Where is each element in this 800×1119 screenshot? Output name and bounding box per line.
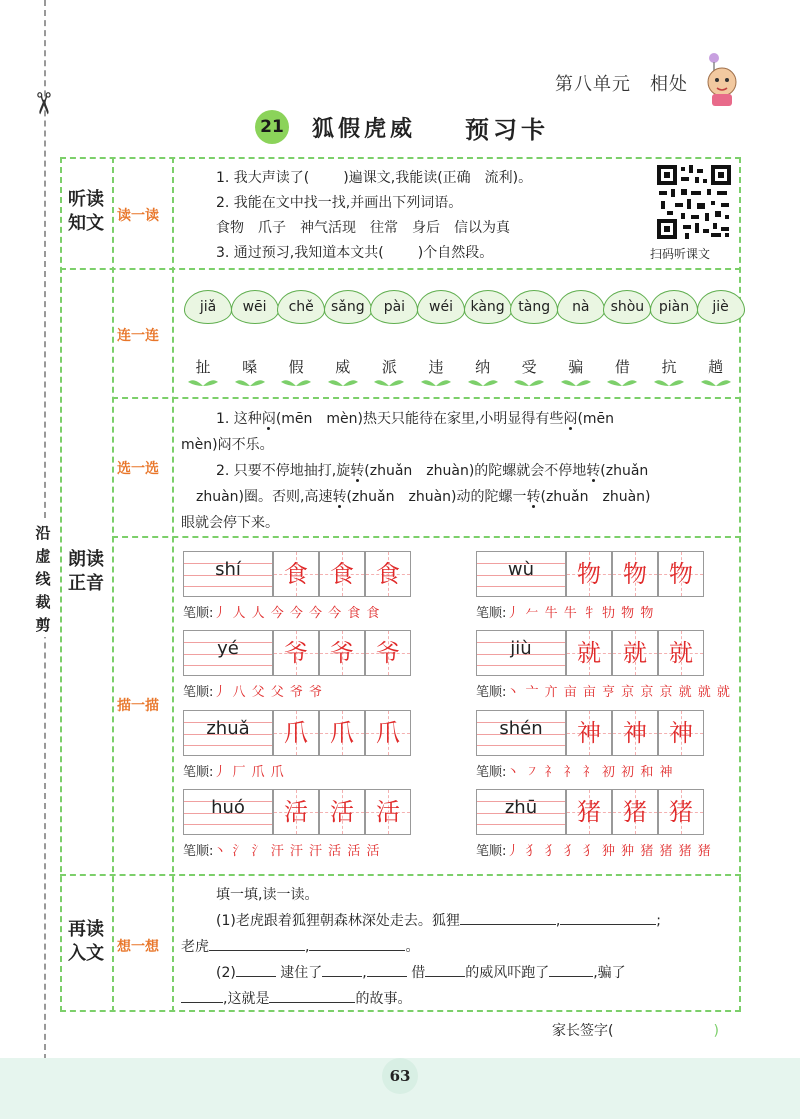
hanzi-char[interactable]: 违 <box>428 358 444 376</box>
trace-char: 就 <box>623 639 647 667</box>
pinyin-leaf[interactable]: jiǎ <box>184 290 232 324</box>
trace-char: 食 <box>376 560 400 588</box>
choose-q2-end: 眼就会停下来。 <box>181 515 279 531</box>
pinyin-box <box>183 551 273 597</box>
sprout-icon <box>326 377 360 387</box>
stroke-order-label: 笔顺: <box>476 606 507 621</box>
column-divider <box>172 157 174 1012</box>
trace-char: 爷 <box>284 639 308 667</box>
row-divider <box>60 268 741 270</box>
trace-char: 爷 <box>376 639 400 667</box>
row-divider <box>112 536 741 538</box>
hanzi-char[interactable]: 扯 <box>195 358 211 376</box>
stroke-order-label: 笔顺: <box>476 765 507 780</box>
pinyin-text: huó <box>211 797 245 818</box>
tian-grid-cell[interactable] <box>319 789 365 835</box>
pinyin-box <box>476 630 566 676</box>
stroke-order <box>183 840 380 859</box>
read-line-1: 1. 我大声读了( )遍课文,我能读(正确 流利)。 <box>216 170 533 186</box>
sprout-icon <box>512 377 546 387</box>
choose-q1-cont: mèn)闷不乐。 <box>181 437 274 453</box>
trace-char: 爪 <box>330 719 354 747</box>
section-label-reread: 再读入文 <box>68 919 104 964</box>
sprout-icon <box>279 377 313 387</box>
stroke-sequence: 丿 厂 爪 爪 <box>213 765 285 780</box>
scissors-icon: ✂ <box>25 90 61 117</box>
trace-char: 活 <box>376 798 400 826</box>
think-line-3: (2) 逮住了 , 借 的威风吓跑了 ,骗了 <box>216 962 626 984</box>
sprout-icon <box>559 377 593 387</box>
think-title: 填一填,读一读。 <box>216 887 319 903</box>
stroke-order <box>476 761 673 780</box>
pinyin-text: yé <box>217 638 239 659</box>
trace-char: 猪 <box>577 798 601 826</box>
tian-grid-cell[interactable] <box>658 710 704 756</box>
cut-instruction: 沿虚线裁剪 <box>30 522 56 637</box>
pinyin-text: zhū <box>504 797 538 818</box>
sprout-icon <box>652 377 686 387</box>
tian-grid-cell[interactable] <box>273 789 319 835</box>
sub-label-trace: 描一描 <box>117 698 159 714</box>
pinyin-box <box>476 551 566 597</box>
trace-char: 爷 <box>330 639 354 667</box>
tian-grid-cell[interactable] <box>612 630 658 676</box>
hanzi-char[interactable]: 受 <box>521 358 537 376</box>
row-divider <box>60 874 741 876</box>
pinyin-box <box>183 630 273 676</box>
trace-char: 就 <box>577 639 601 667</box>
tian-grid-cell[interactable] <box>612 551 658 597</box>
tian-grid-cell[interactable] <box>566 710 612 756</box>
stroke-order <box>183 602 380 621</box>
pinyin-leaf[interactable]: wéi <box>417 290 465 324</box>
section-label-pronounce: 朗读正音 <box>68 549 104 594</box>
tian-grid-cell[interactable] <box>566 551 612 597</box>
pinyin-box <box>476 789 566 835</box>
pinyin-text: shí <box>215 559 241 580</box>
stroke-order-label: 笔顺: <box>183 606 214 621</box>
unit-title: 第八单元 相处 <box>555 74 688 95</box>
qr-caption: 扫码听课文 <box>650 247 711 261</box>
pinyin-leaf[interactable]: tàng <box>510 290 558 324</box>
sprout-icon <box>466 377 500 387</box>
hanzi-char[interactable]: 嗓 <box>242 358 258 376</box>
tian-grid-cell[interactable] <box>566 630 612 676</box>
tian-grid-cell[interactable] <box>273 710 319 756</box>
sprout-icon <box>372 377 406 387</box>
tian-grid-cell[interactable] <box>319 630 365 676</box>
mascot-icon <box>700 50 742 110</box>
tian-grid-cell[interactable] <box>658 551 704 597</box>
trace-char: 活 <box>284 798 308 826</box>
think-line-2: 老虎 , 。 <box>181 936 419 958</box>
pinyin-text: shén <box>499 718 543 739</box>
stroke-sequence: 丶 亠 亣 亩 亩 亨 京 京 京 就 就 就 <box>506 685 731 700</box>
hanzi-char[interactable]: 假 <box>288 358 304 376</box>
trace-char: 物 <box>577 560 601 588</box>
sprout-icon <box>605 377 639 387</box>
pinyin-text: wù <box>507 559 535 580</box>
sub-label-connect: 连一连 <box>117 328 159 344</box>
stroke-order <box>183 681 323 700</box>
trace-char: 物 <box>623 560 647 588</box>
sprout-icon <box>233 377 267 387</box>
read-line-2: 2. 我能在文中找一找,并画出下列词语。 <box>216 195 463 211</box>
trace-char: 物 <box>669 560 693 588</box>
pinyin-leaf[interactable]: chě <box>277 290 325 324</box>
pinyin-leaf[interactable]: jiè <box>697 290 745 324</box>
tian-grid-cell[interactable] <box>365 551 411 597</box>
stroke-order <box>476 602 654 621</box>
tian-grid-cell[interactable] <box>319 551 365 597</box>
pinyin-text: jiù <box>510 638 532 659</box>
trace-char: 神 <box>623 719 647 747</box>
think-line-4: ,这就是 的故事。 <box>181 988 411 1010</box>
tian-grid-cell[interactable] <box>566 789 612 835</box>
stroke-sequence: 丿 𠂉 牛 牛 牜 牞 物 物 <box>506 606 655 621</box>
stroke-order <box>183 761 285 780</box>
sprout-icon <box>699 377 733 387</box>
pinyin-box <box>476 710 566 756</box>
tian-grid-cell[interactable] <box>365 630 411 676</box>
trace-char: 爪 <box>376 719 400 747</box>
tian-grid-cell[interactable] <box>319 710 365 756</box>
sub-label-think: 想一想 <box>117 939 159 955</box>
stroke-sequence: 丶 氵 氵 汗 汗 汗 活 活 活 <box>213 844 381 859</box>
page-number: 63 <box>382 1058 418 1094</box>
tian-grid-cell[interactable] <box>658 789 704 835</box>
trace-char: 食 <box>284 560 308 588</box>
pinyin-leaf[interactable]: shòu <box>603 290 651 324</box>
stroke-sequence: 丶 ㇇ 礻 礻 礻 初 初 和 神 <box>506 765 674 780</box>
tian-grid-cell[interactable] <box>365 710 411 756</box>
trace-char: 猪 <box>669 798 693 826</box>
trace-char: 神 <box>577 719 601 747</box>
pinyin-text: zhuǎ <box>206 718 250 739</box>
stroke-order-label: 笔顺: <box>476 844 507 859</box>
choose-q2: 2. 只要不停地抽打,旋转(zhuǎn zhuàn)的陀螺就会不停地转(zhuǎn <box>216 463 649 479</box>
pinyin-leaf[interactable]: piàn <box>650 290 698 324</box>
hanzi-char[interactable]: 借 <box>614 358 630 376</box>
think-line-1: (1)老虎跟着狐狸朝森林深处走去。狐狸 , ; <box>216 910 661 932</box>
hanzi-char[interactable]: 抗 <box>661 358 677 376</box>
stroke-order-label: 笔顺: <box>183 685 214 700</box>
tian-grid-cell[interactable] <box>612 789 658 835</box>
sprout-icon <box>419 377 453 387</box>
stroke-order-label: 笔顺: <box>476 685 507 700</box>
tian-grid-cell[interactable] <box>273 630 319 676</box>
card-title: 预习卡 <box>465 115 549 144</box>
tian-grid-cell[interactable] <box>658 630 704 676</box>
pinyin-box <box>183 789 273 835</box>
stroke-sequence: 丿 八 父 父 爷 爷 <box>213 685 324 700</box>
pinyin-leaf[interactable]: pài <box>370 290 418 324</box>
stroke-order-label: 笔顺: <box>183 765 214 780</box>
lesson-title: 狐假虎威 <box>312 116 417 142</box>
tian-grid-cell[interactable] <box>365 789 411 835</box>
trace-char: 活 <box>330 798 354 826</box>
sub-label-read: 读一读 <box>117 208 159 224</box>
stroke-sequence: 丿 犭 犭 犭 犭 狆 狆 猪 猪 猪 猪 <box>506 844 712 859</box>
pinyin-leaf[interactable]: nà <box>557 290 605 324</box>
pinyin-leaf[interactable]: sǎng <box>324 290 372 324</box>
pinyin-leaf[interactable]: wēi <box>231 290 279 324</box>
trace-char: 食 <box>330 560 354 588</box>
lesson-number: 21 <box>255 110 289 144</box>
pinyin-leaf[interactable]: kàng <box>464 290 512 324</box>
stroke-sequence: 丿 人 人 今 今 今 今 食 食 <box>213 606 381 621</box>
trace-char: 神 <box>669 719 693 747</box>
hanzi-char[interactable]: 趟 <box>708 358 724 376</box>
stroke-order-label: 笔顺: <box>183 844 214 859</box>
section-label-listen: 听读知文 <box>68 189 104 234</box>
hanzi-char[interactable]: 派 <box>381 358 397 376</box>
tian-grid-cell[interactable] <box>612 710 658 756</box>
stroke-order <box>476 840 712 859</box>
hanzi-char[interactable]: 威 <box>335 358 351 376</box>
stroke-order <box>476 681 731 700</box>
choose-q2-cont: zhuàn)圈。否则,高速转(zhuǎn zhuàn)动的陀螺一转(zhuǎn zhuàn) <box>196 489 651 505</box>
choose-q1: 1. 这种闷(mēn mèn)热天只能待在家里,小明显得有些闷(mēn <box>216 411 615 427</box>
parent-signature[interactable]: 家长签字( ) <box>552 1023 719 1039</box>
trace-char: 就 <box>669 639 693 667</box>
qr-code-icon[interactable] <box>655 163 733 241</box>
trace-char: 爪 <box>284 719 308 747</box>
hanzi-char[interactable]: 纳 <box>475 358 491 376</box>
column-divider <box>112 157 114 1012</box>
hanzi-char[interactable]: 骗 <box>568 358 584 376</box>
tian-grid-cell[interactable] <box>273 551 319 597</box>
sprout-icon <box>186 377 220 387</box>
trace-char: 猪 <box>623 798 647 826</box>
pinyin-box <box>183 710 273 756</box>
row-divider <box>112 397 741 399</box>
read-words: 食物 爪子 神气活现 往常 身后 信以为真 <box>216 220 510 236</box>
read-line-3: 3. 通过预习,我知道本文共( )个自然段。 <box>216 245 494 261</box>
sub-label-choose: 选一选 <box>117 461 159 477</box>
